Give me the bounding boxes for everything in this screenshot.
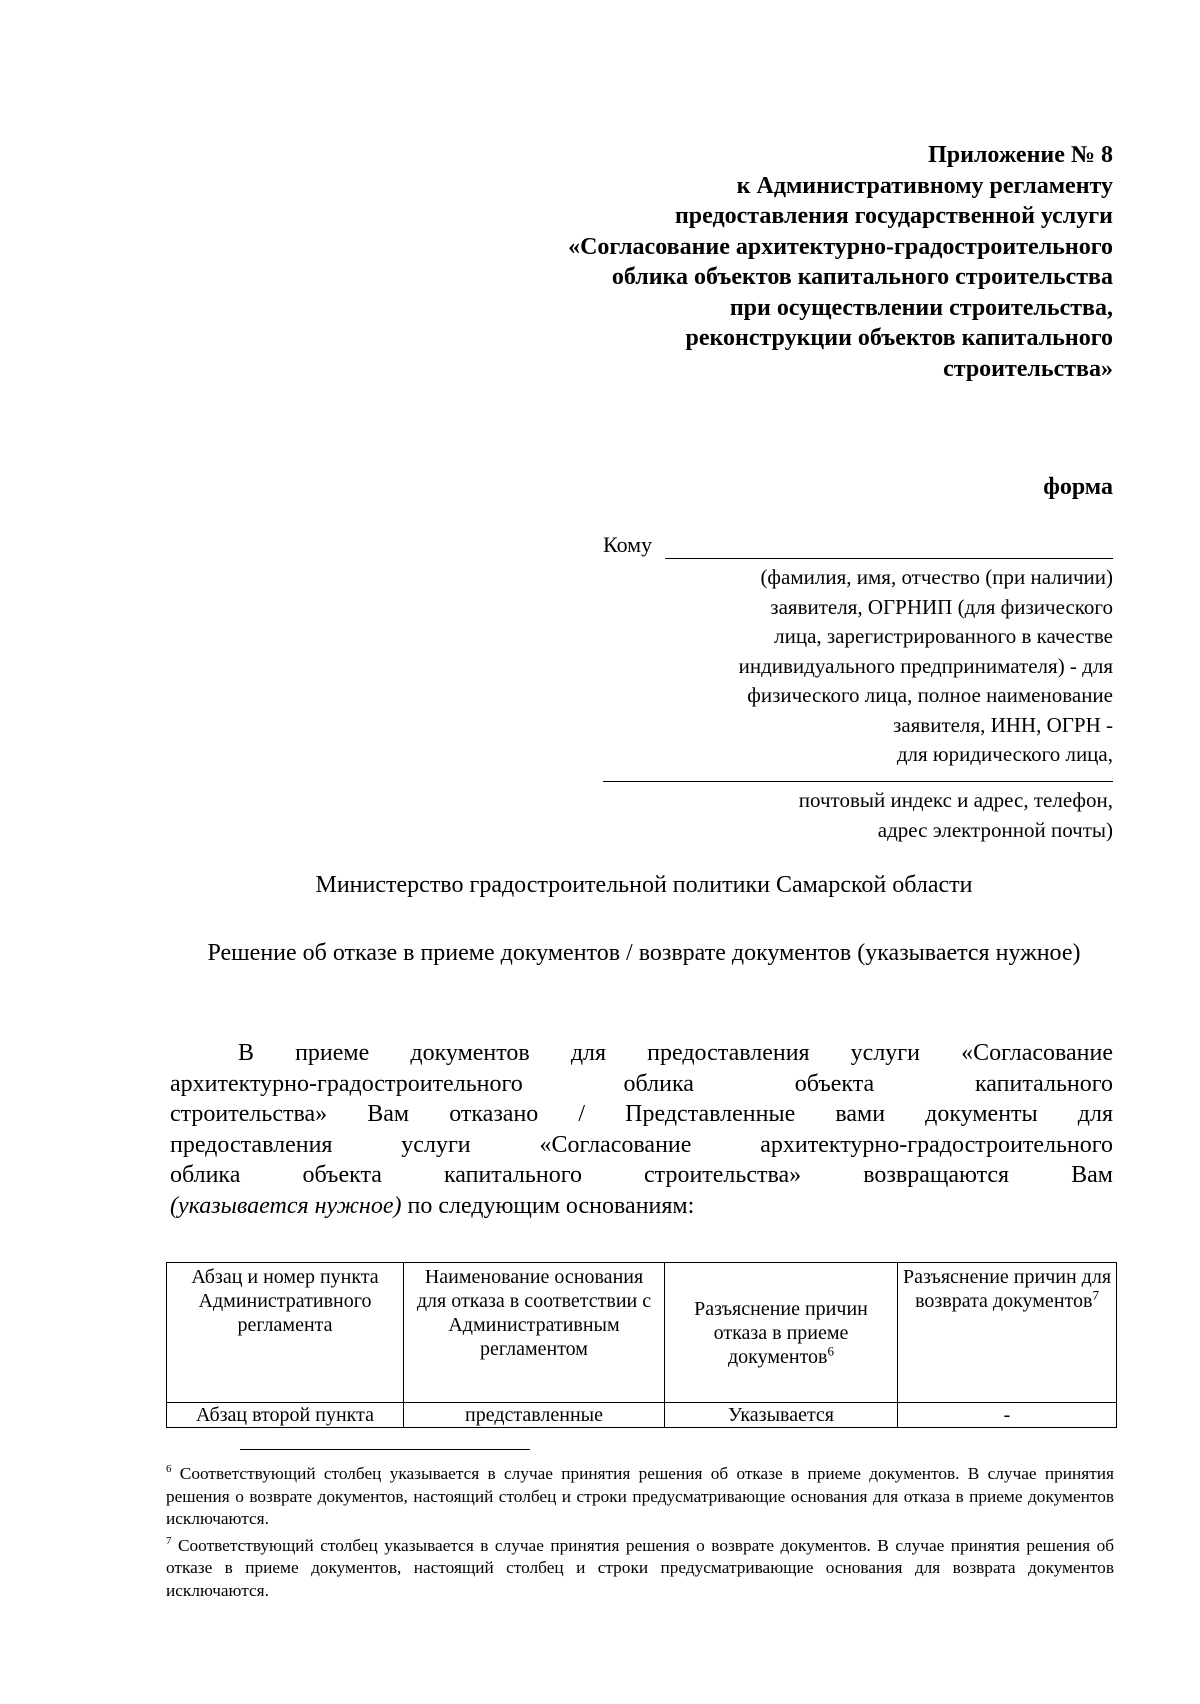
recipient-description-line: для юридического лица,	[896, 742, 1113, 766]
table-cell: представленные	[404, 1403, 665, 1428]
recipient-description-line: заявителя, ИНН, ОГРН -	[893, 712, 1113, 737]
body-line: В приеме документов для предоставления услуги «Согласование	[238, 1040, 1113, 1066]
body-line: предоставления услуги «Согласование архитектурно-градостроительного	[170, 1131, 1113, 1158]
appendix-line: реконструкции объектов капитального	[685, 325, 1113, 351]
table-cell: Указывается	[665, 1403, 898, 1428]
recipient-to-row	[603, 532, 1113, 562]
recipient-name-line	[665, 558, 1113, 559]
appendix-line: «Согласование архитектурно-градостроительного	[568, 233, 1113, 260]
decision-title: Решение об отказе в приеме документов / возврате документов (указывается нужное)	[207, 940, 1081, 966]
footnote	[166, 1535, 1114, 1603]
body-line: архитектурно-градостроительного облика объекта капитального	[170, 1070, 1113, 1097]
body-line-last	[170, 1191, 1113, 1222]
table-row	[167, 1403, 1117, 1428]
table-cell: -	[898, 1403, 1117, 1428]
footnote-mark: 6	[166, 1463, 172, 1476]
appendix-header	[393, 140, 1113, 384]
appendix-line: при осуществлении строительства,	[729, 294, 1113, 321]
recipient-address-line	[603, 781, 1113, 782]
ministry-name: Министерство градостроительной политики Самарской области	[315, 872, 973, 898]
footnotes	[166, 1463, 1114, 1606]
body-line: строительства» Вам отказано / Представленные вами документы для	[170, 1101, 1113, 1127]
recipient-to-label: Кому	[603, 532, 653, 557]
appendix-line: строительства»	[943, 355, 1113, 382]
recipient-description-line: лица, зарегистрированного в качестве	[774, 624, 1113, 648]
footnote-mark: 7	[166, 1534, 172, 1547]
form-label: форма	[1043, 474, 1113, 500]
footnote	[166, 1463, 1114, 1531]
table-header-cell	[404, 1263, 665, 1403]
footnote-separator	[240, 1449, 530, 1450]
appendix-line: предоставления государственной услуги	[674, 203, 1113, 229]
recipient-description	[653, 563, 1113, 770]
footnote-text: Соответствующий столбец указывается в случае принятия решения о возврате документов. В случае принятия решения об отказе в приеме документов, настоящий столбец и строки предусматривающие основания для возврата документов исключаются.	[166, 1535, 1114, 1600]
body-italic-note: (указывается нужное)	[170, 1192, 402, 1219]
table-header-text: Разъяснение причин отказа в приеме документов	[694, 1297, 868, 1368]
table-header-cell	[665, 1263, 898, 1403]
appendix-line: к Административному регламенту	[736, 172, 1113, 199]
table-header-text: Разъяснение причин для возврата документов	[902, 1266, 1112, 1312]
recipient-description-line: физического лица, полное наименование	[747, 683, 1113, 707]
table-header-row	[167, 1263, 1117, 1403]
footnote-mark: 7	[1092, 1287, 1099, 1303]
footnote-text: Соответствующий столбец указывается в случае принятия решения об отказе в приеме документов. В случае принятия решения о возврате документов, настоящий столбец и строки предусматривающие основания для отказа в приеме документов исключаются.	[166, 1464, 1114, 1528]
table-cell: Абзац второй пункта	[167, 1403, 404, 1428]
recipient-description-line: заявителя, ОГРНИП (для физического	[770, 594, 1113, 619]
appendix-line: облика объектов капитального строительства	[611, 264, 1113, 290]
recipient-description-line: (фамилия, имя, отчество (при наличии)	[760, 565, 1113, 589]
appendix-line: Приложение № 8	[928, 142, 1113, 168]
body-paragraph	[170, 1038, 1113, 1221]
address-description	[653, 786, 1113, 845]
table-header-text: Наименование основания для отказа в соответствии с Административным регламентом	[416, 1266, 652, 1360]
reasons-table	[166, 1262, 1117, 1428]
table-header-cell	[167, 1263, 404, 1403]
body-line-rest: по следующим основаниям:	[401, 1192, 695, 1219]
address-description-line: адрес электронной почты)	[877, 817, 1113, 842]
body-line: облика объекта капитального строительства» возвращаются Вам	[170, 1162, 1113, 1188]
address-description-line: почтовый индекс и адрес, телефон,	[798, 788, 1113, 812]
recipient-description-line: индивидуального предпринимателя) - для	[738, 653, 1113, 678]
table-header-text: Абзац и номер пункта Административного регламента	[191, 1266, 379, 1336]
footnote-mark: 6	[827, 1342, 834, 1358]
table-header-cell	[898, 1263, 1117, 1403]
